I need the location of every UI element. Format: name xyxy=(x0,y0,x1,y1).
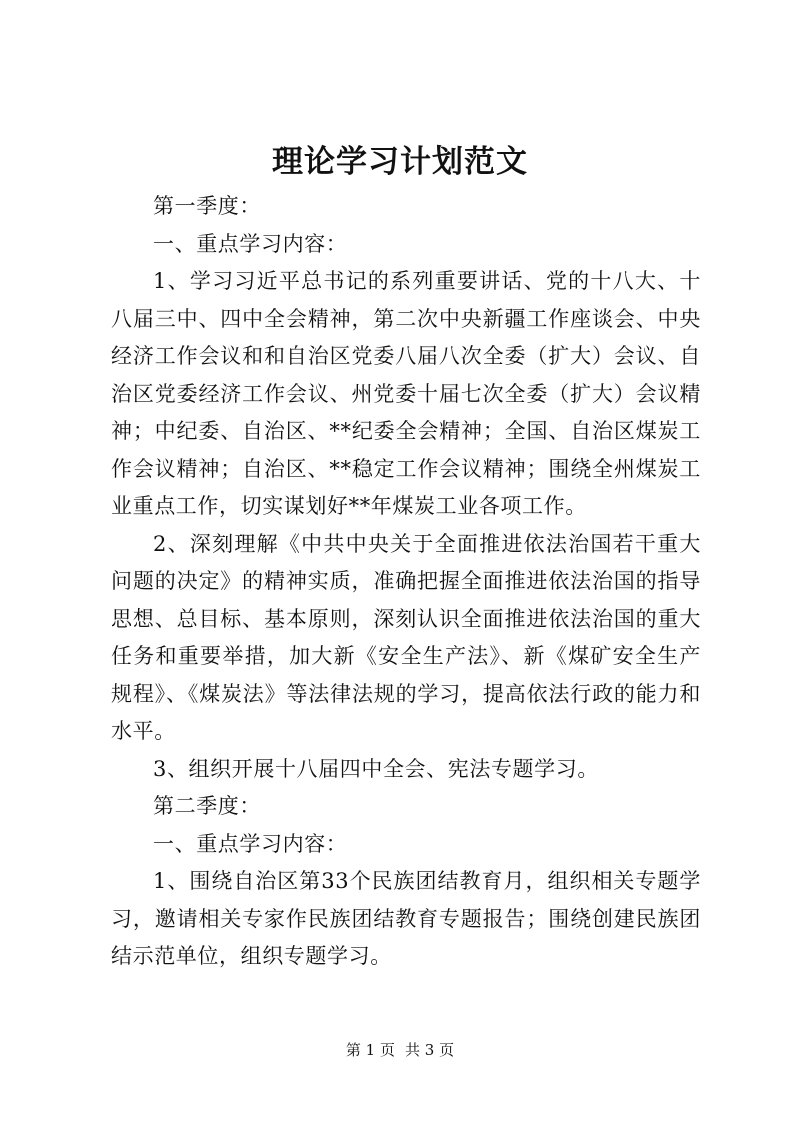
paragraph-q1-item-3: 3、组织开展十八届四中全会、宪法专题学习。 xyxy=(153,756,599,781)
document-title: 理论学习计划范文 xyxy=(272,144,528,180)
paragraph-q1-section-heading: 一、重点学习内容： xyxy=(153,231,348,256)
document-body xyxy=(111,188,701,976)
page-number: 第 1 页 xyxy=(345,1041,395,1059)
paragraph-q2-section-heading: 一、重点学习内容： xyxy=(153,831,348,856)
page-footer xyxy=(0,1040,800,1060)
paragraph-q2-heading: 第二季度： xyxy=(153,794,261,818)
paragraph-q1-item-1: 1、学习习近平总书记的系列重要讲话、党的十八大、十八届三中、四中全会精神，第二次中央新疆工作座谈会、中央经济工作会议和和自治区党委八届八次全委（扩大）会议、自治区党委经济工作会议、州党委十届七次全委（扩大）会议精神；中纪委、自治区、**纪委全会精神；全国、自治区煤炭工作会议精神；自治区、**稳定工作会议精神；围绕全州煤炭工业重点工作，切实谋划好**年煤炭工业各项工作。 xyxy=(111,269,701,518)
page-total: 共 3 页 xyxy=(405,1041,455,1059)
paragraph-q2-item-1: 1、围绕自治区第33个民族团结教育月，组织相关专题学习，邀请相关专家作民族团结教育专题报告；围绕创建民族团结示范单位，组织专题学习。 xyxy=(111,869,701,968)
paragraph-q1-heading: 第一季度： xyxy=(153,194,261,218)
paragraph-q1-item-2: 2、深刻理解《中共中央关于全面推进依法治国若干重大问题的决定》的精神实质，准确把握全面推进依法治国的指导思想、总目标、基本原则，深刻认识全面推进依法治国的重大任务和重要举措，加大新《安全生产法》、新《煤矿安全生产规程》、《煤炭法》等法律法规的学习，提高依法行政的能力和水平。 xyxy=(111,531,701,743)
